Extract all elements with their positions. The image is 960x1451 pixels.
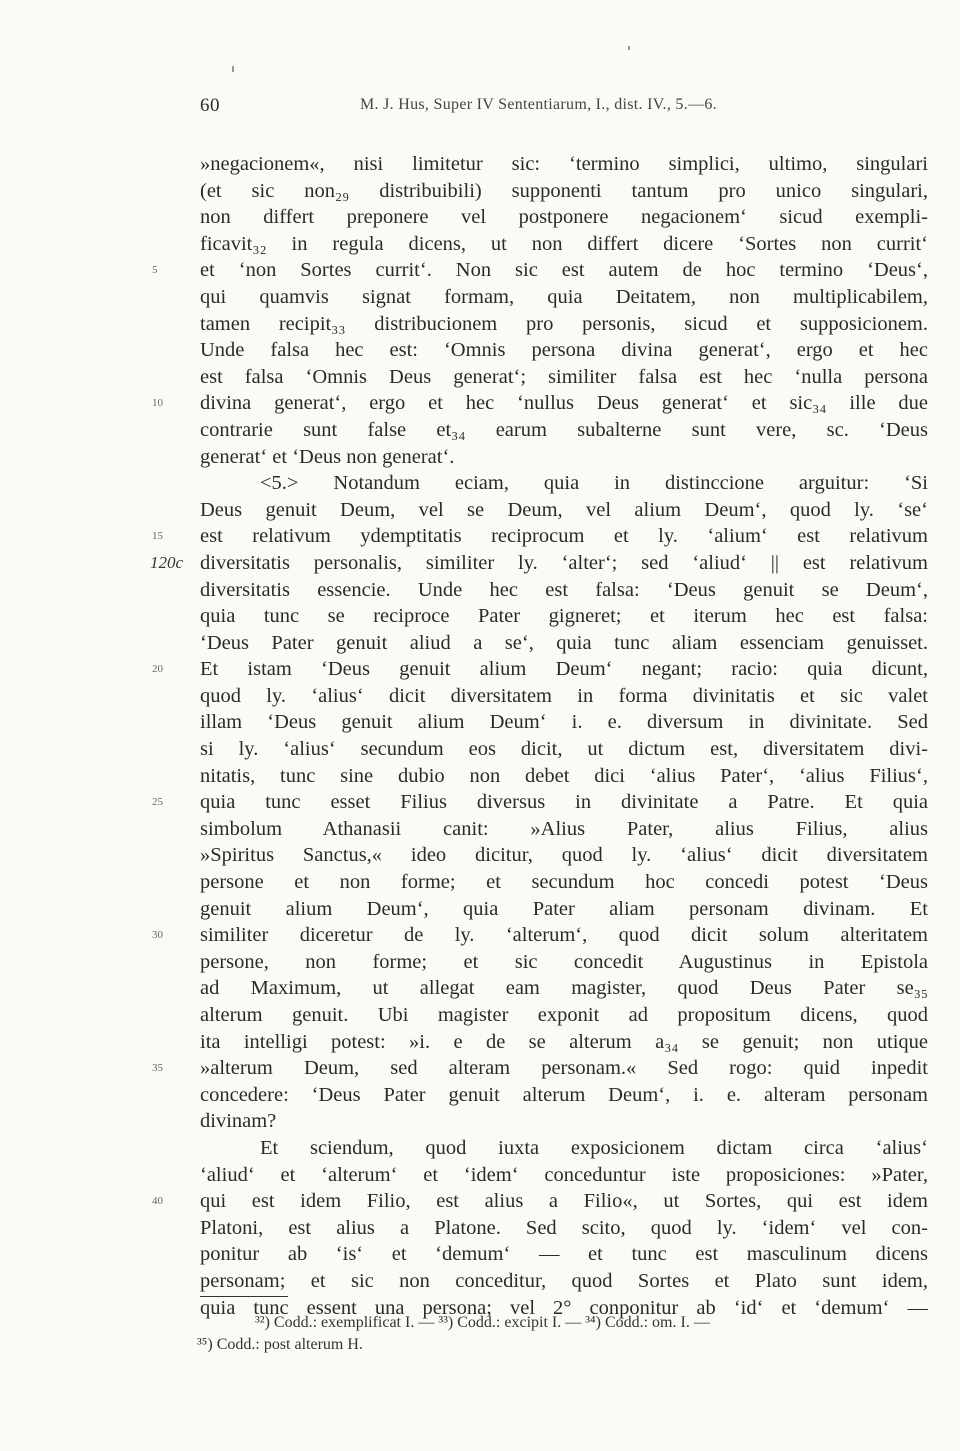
line-number: 40 [152,1195,163,1208]
line-text: <5.> Notandum eciam, quia in distinccione arguitur: ‘Si [260,472,928,495]
line-text: est falsa ‘Omnis Deus generat‘; similiter falsa est hec ‘nulla persona [200,365,928,388]
folio-reference: 120c [150,552,184,572]
line-text: Deus genuit Deum, vel se Deum, vel alium Deum‘, quod ly. ‘se‘ [200,498,928,521]
text-line [200,231,928,258]
line-text: concedere: ‘Deus Pater genuit alterum Deum‘, i. e. alteram personam [200,1083,928,1106]
text-line [200,1241,928,1268]
text-line [200,869,928,896]
text-line [200,1029,928,1056]
page-number: 60 [200,95,220,116]
line-text: Et sciendum, quod iuxta exposicionem dictam circa ‘alius‘ [260,1136,928,1159]
text-line [200,470,928,497]
line-number: 35 [152,1062,163,1075]
text-line [152,390,928,417]
text-line [200,364,928,391]
line-text: Unde falsa hec est: ‘Omnis persona divina generat‘, ergo et hec [200,339,928,362]
text-line [152,1055,928,1082]
text-line [152,789,928,816]
line-text: Platoni, est alius a Platone. Sed scito, quod ly. ‘idem‘ vel con- [200,1216,928,1239]
text-line [200,337,928,364]
line-text: persone, non forme; et sic concedit Augustinus in Epistola [200,950,928,973]
text-line [200,709,928,736]
text-line [200,178,928,205]
line-text: si ly. ‘alius‘ secundum eos dicit, ut dictum est, diversitatem divi- [200,738,928,761]
text-line [200,949,928,976]
line-text: Et istam ‘Deus genuit alium Deum‘ negant; racio: quia dicunt, [200,658,928,681]
line-text: simbolum Athanasii canit: »Alius Pater, alius Filius, alius [200,817,928,840]
line-text: genuit alium Deum‘, quia Pater aliam personam divinam. Et [200,897,928,920]
line-text: quia tunc se reciproce Pater gigneret; et iterum hec est falsa: [200,605,928,628]
line-text: tamen recipit₃₃ distribucionem pro personis, sicud et supposicionem. [200,312,928,335]
footnote-line: ³²) Codd.: exemplificat I. — ³³) Codd.: excipit I. — ³⁴) Codd.: om. I. — [255,1314,710,1331]
line-text: generat‘ et ‘Deus non generat‘. [200,445,455,468]
line-text: diversitatis essencie. Unde hec est falsa: ‘Deus genuit se Deum‘, [200,578,928,601]
footnotes [197,1312,935,1356]
text-line [200,284,928,311]
text-line [200,1002,928,1029]
text-line [152,922,928,949]
line-text: ‘Deus Pater genuit aliud a se‘, quia tunc aliam essenciam genuisset. [200,631,928,654]
text-line [200,1082,928,1109]
text-line [200,417,928,444]
text-line [200,1162,928,1189]
line-text: quia tunc essent una persona; vel 2° conponitur ab ‘id‘ et ‘demum‘ — [200,1296,928,1319]
line-text: est relativum ydemptitatis reciprocum et ly. ‘alium‘ est relativum [200,525,928,548]
text-line [200,736,928,763]
text-line [152,257,928,284]
text-line [200,816,928,843]
line-number: 5 [152,264,158,277]
line-number: 15 [152,530,163,543]
text-line [152,1188,928,1215]
text-line [200,975,928,1002]
line-text: ficavit₃₂ in regula dicens, ut non differt dicere ‘Sortes non currit‘ [200,232,928,255]
line-text: quod ly. ‘alius‘ dicit diversitatem in forma divinitatis et sic valet [200,684,928,707]
text-line [200,896,928,923]
line-number: 10 [152,397,163,410]
footnote-line: ³⁵) Codd.: post alterum H. [197,1336,363,1353]
text-line [200,204,928,231]
line-text: ita intelligi potest: »i. e de se alterum a₃₄ se genuit; non utique [200,1030,928,1053]
text-line [200,1268,928,1295]
line-text: illam ‘Deus genuit alium Deum‘ i. e. diversum in divinitate. Sed [200,711,928,734]
line-text: et ‘non Sortes currit‘. Non sic est autem de hoc termino ‘Deus‘, [200,259,928,282]
line-text: contrarie sunt false et₃₄ earum subalterne sunt vere, sc. ‘Deus [200,418,928,441]
text-line [200,683,928,710]
line-text: personam; et sic non conceditur, quod Sortes et Plato sunt idem, [200,1269,928,1292]
line-text: quia tunc esset Filius diversus in divinitate a Patre. Et quia [200,791,928,814]
line-number: 20 [152,663,163,676]
scan-speck [232,66,234,72]
main-text [150,151,928,1321]
line-text: divina generat‘, ergo et hec ‘nullus Deus generat‘ et sic₃₄ ille due [200,392,928,415]
line-text: ad Maximum, ut allegat eam magister, quod Deus Pater se₃₅ [200,977,928,1000]
text-line [200,444,928,471]
text-line [200,630,928,657]
text-line [200,763,928,790]
footnote-rule [200,1296,288,1297]
text-line [200,603,928,630]
line-text: »alterum Deum, sed alteram personam.« Sed rogo: quid inpedit [200,1057,928,1080]
line-number: 30 [152,929,163,942]
line-text: (et sic non₂₉ distribuibili) supponenti tantum pro unico singulari, [200,179,928,202]
line-text: alterum genuit. Ubi magister exponit ad propositum dicens, quod [200,1004,928,1026]
text-line [200,497,928,524]
line-text: ‘aliud‘ et ‘alterum‘ et ‘idem‘ conceduntur iste proposiciones: »Pater, [200,1163,928,1186]
line-text: »negacionem«, nisi limitetur sic: ‘termino simplici, ultimo, singulari [200,153,928,175]
text-line [200,1108,928,1135]
text-line [200,1215,928,1242]
text-line [200,1135,928,1162]
scan-speck [628,46,630,50]
text-line [200,577,928,604]
text-line [200,151,928,178]
line-text: ponitur ab ‘is‘ et ‘demum‘ — et tunc est masculinum dicens [200,1243,928,1266]
line-text: divinam? [200,1110,277,1133]
text-line [200,842,928,869]
text-line [150,550,928,577]
line-text: diversitatis personalis, similiter ly. ‘alter‘; sed ‘aliud‘ || est relativum [200,551,928,574]
line-text: qui quamvis signat formam, quia Deitatem, non multiplicabilem, [200,285,928,308]
line-text: persone et non forme; et secundum hoc concedi potest ‘Deus [200,871,928,894]
line-text: nitatis, tunc sine dubio non debet dici ‘alius Pater‘, ‘alius Filius‘, [200,764,928,787]
line-number: 25 [152,796,163,809]
text-line [152,523,928,550]
line-text: »Spiritus Sanctus,« ideo dicitur, quod ly. ‘alius‘ dicit diversitatem [200,844,928,867]
running-head: M. J. Hus, Super IV Sententiarum, I., dist. IV., 5.—6. [360,96,717,113]
line-text: non differt preponere vel postponere negacionem‘ sicud exempli- [200,206,928,229]
text-line [200,311,928,338]
line-text: qui est idem Filio, est alius a Filio«, ut Sortes, qui est idem [200,1190,928,1213]
text-line [152,656,928,683]
line-text: similiter diceretur de ly. ‘alterum‘, quod dicit solum alteritatem [200,924,928,947]
